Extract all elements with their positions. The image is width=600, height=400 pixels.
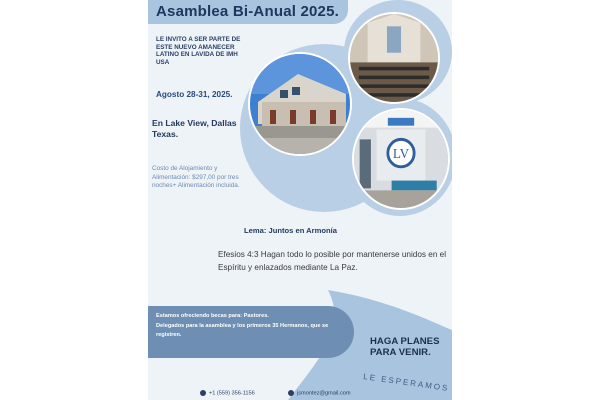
bible-verse: Efesios 4:3 Hagan todo lo posible por mantenerse unidos en el Espíritu y enlazados mediante La Paz. <box>218 250 447 272</box>
becas-text <box>156 312 352 341</box>
phone-contact <box>200 390 255 396</box>
event-location: En Lake View, Dallas Texas. <box>152 118 237 139</box>
email-address: jsmontez@gmail.com <box>297 390 351 397</box>
event-dates: Agosto 28-31, 2025. <box>156 90 233 99</box>
flyer-title: Asamblea Bi-Anual 2025. <box>156 3 340 20</box>
becas-line-2: Delegados para la asamblea y los primeros 35 Hermanos, que se registren. <box>156 322 329 338</box>
flyer <box>148 0 452 400</box>
chapel-photo <box>348 12 440 104</box>
lobby-photo <box>352 108 450 210</box>
closing-text: LE ESPERAMOS <box>362 372 450 393</box>
phone-number: +1 (559) 356-1156 <box>209 390 255 397</box>
call-to-action: HAGA PLANES PARA VENIR. <box>370 336 440 358</box>
cost-info: Costo de Alojamiento y Alimentación: $297,00 por tres noches+ Alimentación incluida. <box>152 165 240 189</box>
lema: Lema: Juntos en Armonía <box>244 226 337 235</box>
email-contact <box>288 390 351 396</box>
phone-icon <box>200 390 206 396</box>
email-icon <box>288 390 294 396</box>
invite-text: LE INVITO A SER PARTE DE ESTE NUEVO AMANECER LATINO EN LAVIDA DE IMH USA <box>156 36 241 66</box>
becas-line-1: Estamos ofreciendo becas para: Pastores. <box>156 313 269 319</box>
svg-text:LV: LV <box>392 145 410 162</box>
becas-box <box>148 306 354 358</box>
building-photo <box>248 52 352 156</box>
